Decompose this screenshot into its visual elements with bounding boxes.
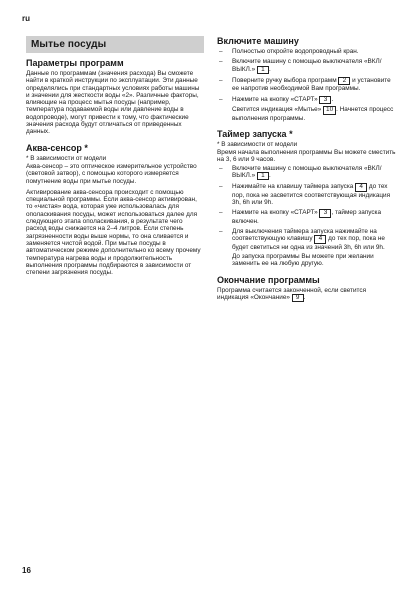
language-code: ru xyxy=(22,14,30,23)
list-item: – Нажмите на кнопку «СТАРТ» 3 , таймер запуска включен. xyxy=(219,209,382,225)
section-title-switch-on: Включите машину xyxy=(217,36,299,46)
key-marker: 3 xyxy=(319,96,331,104)
aqua-sensor-paragraph-2: Активирование аква-сенсора происходит с помощью специальной программы. Если аква-сенсор активирован, то «чистая» вода, которая уже использовалась для ополаскивания посуды, может использоваться далее для следующего этапа ополаскивания, в результате чего расход воды снижается на 2–4 литров. Если степень загрязненности воды выше нормы, то она сливается и заменяется чистой водой. При мытье посуды в автоматическом режиме дополнительно ко всему прочему температура нагрева воды и продолжительность выполнения программы подбираются в зависимости от степени загрязнения посуды. xyxy=(26,188,201,277)
key-marker: 4 xyxy=(314,235,326,243)
list-item: – Нажмите на кнопку «СТАРТ» 3 . xyxy=(219,95,334,103)
chapter-banner: Мытье посуды xyxy=(26,36,204,53)
section-title-program-end: Окончание программы xyxy=(217,274,320,285)
switch-on-result: Светится индикация «Мытье» 10 . Начнется процесс выполнения программы. xyxy=(232,106,394,122)
key-marker: 4 xyxy=(355,183,367,191)
key-marker: 9 xyxy=(292,294,304,302)
list-item: – Нажимайте на клавишу таймера запуска 4 до тех пор, пока не засветится соответствующая индикация 3h, 6h или 9h. xyxy=(219,183,391,207)
program-end-text: Программа считается законченной, если светится индикация «Окончание» 9 . xyxy=(217,286,367,301)
key-marker: 1 xyxy=(257,172,269,180)
list-item: – Включите машину с помощью выключателя «ВКЛ/ВЫКЛ.» 1 . xyxy=(219,58,382,73)
switch-on-steps xyxy=(217,48,397,104)
page-number: 16 xyxy=(22,566,31,575)
aqua-sensor-note: * В зависимости от модели xyxy=(26,154,107,162)
key-marker: 3 xyxy=(319,209,331,217)
section-title-start-timer: Таймер запуска * xyxy=(217,128,293,139)
list-item: – Полностью откройте водопроводный кран. xyxy=(219,48,359,55)
list-item: – Для выключения таймера запуска нажимайте на соответствующую клавишу 4 до тех пор, пока не будет светиться ни одна из значений 3h, 6h или 9h. xyxy=(219,228,385,251)
start-timer-after: До запуска программы Вы можете при желании заменить ее на любую другую. xyxy=(232,253,374,268)
aqua-sensor-paragraph-1: Аква-сенсор – это оптическое измерительное устройство (световой затвор), с помощью которого измеряется помутнение воды при мытье посуды. xyxy=(26,162,197,185)
start-timer-note: * В зависимости от модели xyxy=(217,140,298,148)
key-marker: 10 xyxy=(323,106,336,114)
program-params-text: Данные по программам (значения расхода) Вы сможете найти в краткой инструкции по эксплуатации. Эти данные определялись при стандартных условиях работы машины и значении для жесткости воды «2». Различные факторы, влияющие на процесс мытья посуды (например, температура подаваемой воды или давление воды в водопроводе), могут привести к тому, что фактические значения расхода будут отличаться от приведенных данных. xyxy=(26,70,200,136)
key-marker: 2 xyxy=(338,77,350,85)
right-column xyxy=(217,36,397,306)
section-title-aqua-sensor: Аква-сенсор * xyxy=(26,142,88,153)
start-timer-intro: Время начала выполнения программы Вы можете сместить на 3, 6 или 9 часов. xyxy=(217,149,396,164)
start-timer-steps xyxy=(217,165,397,251)
list-item: – Включите машину с помощью выключателя «ВКЛ/ВЫКЛ.» 1 . xyxy=(219,164,382,179)
list-item: – Поверните ручку выбора программ 2 и установите ее напротив необходимой Вам программы. xyxy=(219,77,391,93)
left-column xyxy=(26,36,204,280)
key-marker: 1 xyxy=(257,66,269,74)
section-title-program-params: Параметры программ xyxy=(26,58,124,68)
